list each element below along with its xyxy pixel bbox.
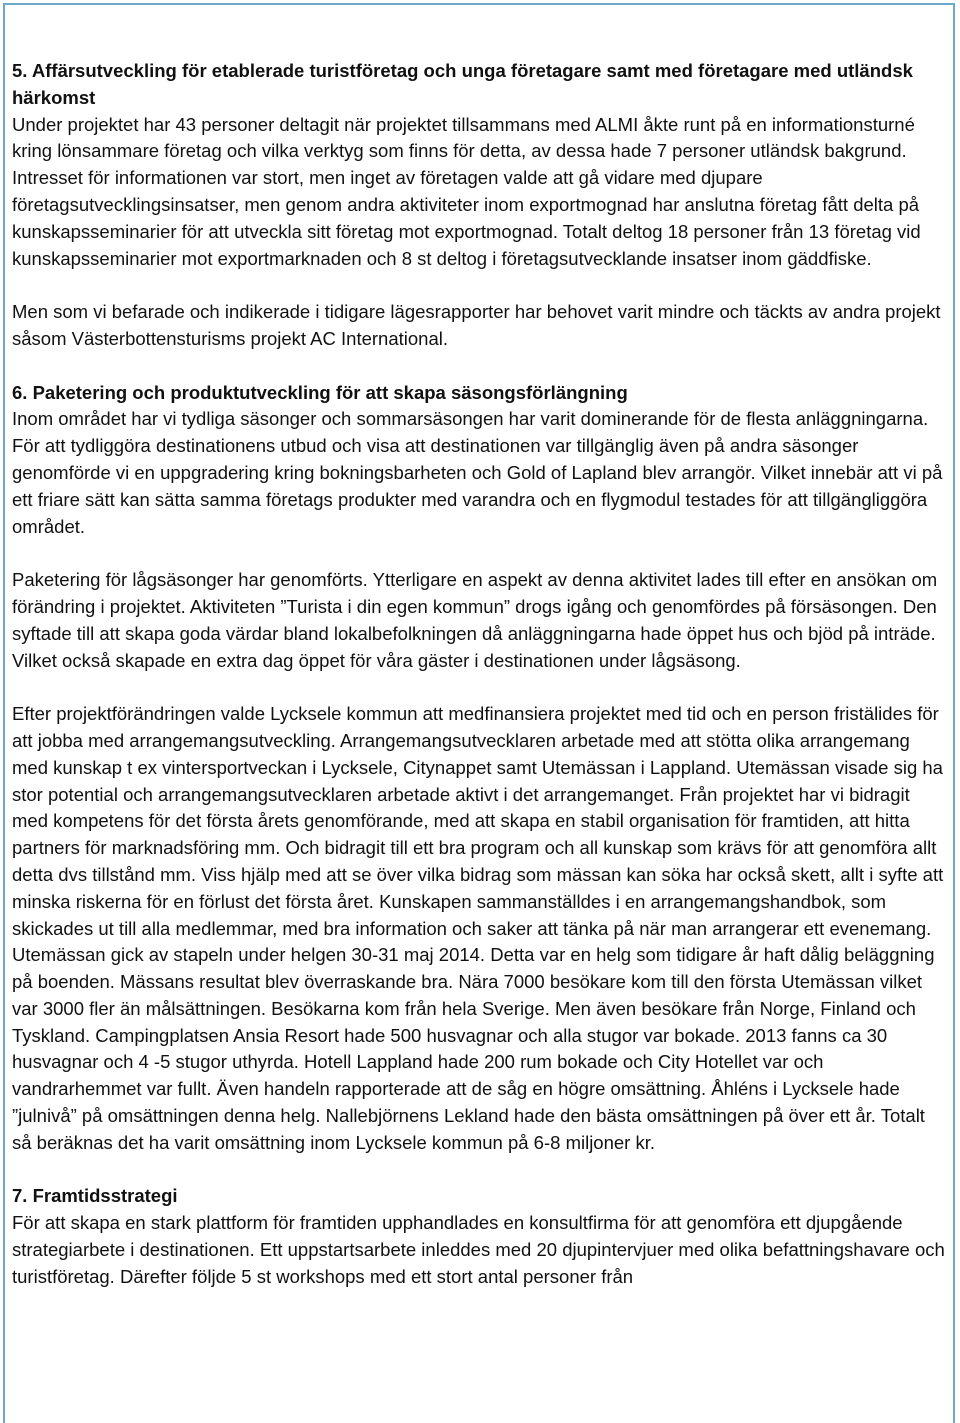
section-7 (12, 1183, 948, 1290)
paragraph: Men som vi befarade och indikerade i tidigare lägesrapporter har behovet varit mindre och täckts av andra projekt såsom Västerbottensturisms projekt AC International. (12, 301, 941, 349)
section-heading: 7. Framtidsstrategi (12, 1185, 178, 1207)
section-6 (12, 380, 948, 1157)
paragraph: Paketering för lågsäsonger har genomförts. Ytterligare en aspekt av denna aktivitet lades till efter en ansökan om förändring i projektet. Aktiviteten ”Turista i din egen kommun” drogs igång och genomfördes på försäsongen. Den syftade till att skapa goda värdar bland lokalbefolkningen då anläggningarna hade öppet hus och bjöd på inträde. Vilket också skapade en extra dag öppet för våra gäster i destinationen under lågsäsong. (12, 569, 938, 671)
paragraph: Under projektet har 43 personer deltagit när projektet tillsammans med ALMI åkte runt på en informationsturné kring lönsammare företag och vilka verktyg som finns för detta, av dessa hade 7 personer utländsk bakgrund. Intresset för informationen var stort, men inget av företagen valde att gå vidare med djupare företagsutvecklingsinsatser, men genom andra aktiviteter inom exportmognad har anslutna företag fått delta på kunskapsseminarier för att utveckla sitt företag mot exportmognad. Totalt deltog 18 personer från 13 företag vid kunskapsseminarier mot exportmarknaden och 8 st deltog i företagsutvecklande insatser inom gäddfiske. (12, 113, 921, 269)
paragraph: Efter projektförändringen valde Lycksele kommun att medfinansiera projektet med tid och en person fristälides för att jobba med arrangemangsutveckling. Arrangemangsutvecklaren arbetade med att stötta olika arrangemang med kunskap t ex vintersportveckan i Lycksele, Citynappet samt Utemässan i Lappland. Utemässan visade sig ha stor potential och arrangemangsutvecklaren arbetade aktivt i det arrangemanget. Från projektet har vi bidragit med kompetens för det första årets genomförande, med att skapa en stabil organisation för framtiden, att hitta partners för marknadsföring mm. Och bidragit till ett bra program och all kunskap som krävs för att genomföra allt detta dvs tillstånd mm. Viss hjälp med att se över vilka bidrag som mässan kan söka har också skett, allt i syfte att minska riskerna för en förlust det första året. Kunskapen sammanställdes i en arrangemangshandbok, som skickades ut till alla medlemmar, med bra information och saker att tänka på när man arrangerar ett evenemang. Utemässan gick av stapeln under helgen 30-31 maj 2014. Detta var en helg som tidigare år haft dålig beläggning på boenden. Mässans resultat blev överraskande bra. Nära 7000 besökare kom till den första Utemässan vilket var 3000 fler än målsättningen. Besökarna kom från hela Sverige. Men även besökare från Norge, Finland och Tyskland. Campingplatsen Ansia Resort hade 500 husvagnar och alla stugor var bokade. 2013 fanns ca 30 husvagnar och 4 -5 stugor uthyrda. Hotell Lappland hade 200 rum bokade och City Hotellet var och vandrarhemmet var fullt. Även handeln rapporterade att de såg en högre omsättning. Åhléns i Lycksele hade ”julnivå” på omsättningen denna helg. Nallebjörnens Lekland hade den bästa omsättningen på över ett år. Totalt så beräknas det ha varit omsättning inom Lycksele kommun på 6-8 miljoner kr. (12, 703, 944, 1153)
document-body (12, 58, 948, 1291)
section-heading: 5. Affärsutveckling för etablerade turistföretag och unga företagare samt med företagare med utländsk härkomst (12, 60, 913, 108)
paragraph: För att skapa en stark plattform för framtiden upphandlades en konsultfirma för att genomföra ett djupgående strategiarbete i destinationen. Ett uppstartsarbete inleddes med 20 djupintervjuer med olika befattningshavare och turistföretag. Därefter följde 5 st workshops med ett stort antal personer från (12, 1212, 945, 1287)
section-heading: 6. Paketering och produktutveckling för att skapa säsongsförlängning (12, 381, 628, 403)
section-5 (12, 58, 948, 353)
paragraph: Inom området har vi tydliga säsonger och sommarsäsongen har varit dominerande för de flesta anläggningarna. För att tydliggöra destinationens utbud och visa att destinationen var tillgänglig även på andra säsonger genomförde vi en uppgradering kring bokningsbarheten och Gold of Lapland blev arrangör. Vilket innebär att vi på ett friare sätt kan sätta samma företags produkter med varandra och en flygmodul testades för att tillgängliggöra området. (12, 408, 943, 537)
